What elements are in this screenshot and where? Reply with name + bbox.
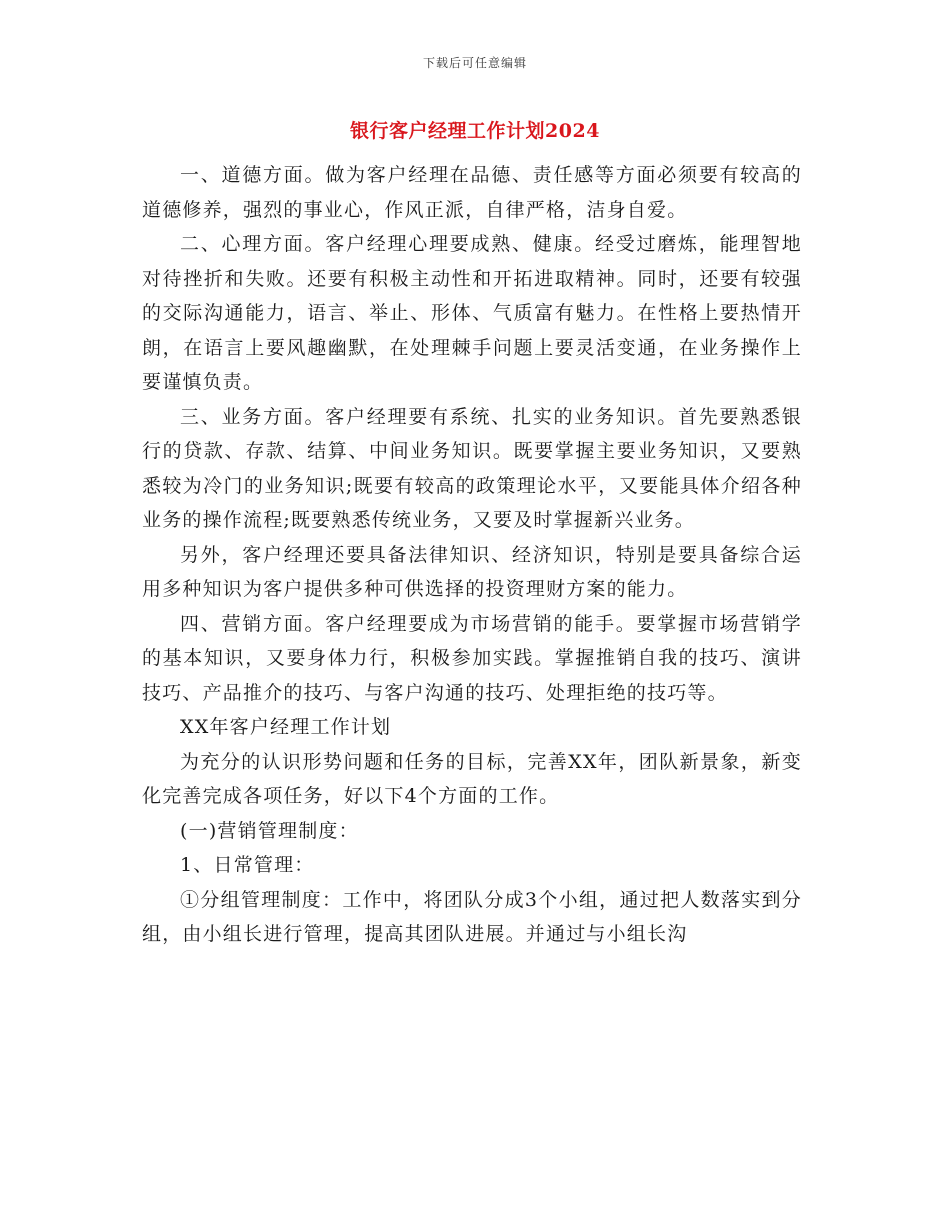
paragraph-morality: 一、道德方面。做为客户经理在品德、责任感等方面必须要有较高的道德修养，强烈的事业心，作风正派，自律严格，洁身自爱。 [142, 164, 802, 221]
subheading-daily-management: 1、日常管理： [180, 854, 315, 876]
subheading-marketing-management: (一)营销管理制度： [180, 819, 359, 842]
paragraph-psychology: 二、心理方面。客户经理心理要成熟、健康。经受过磨炼，能理智地对待挫折和失败。还要有积极主动性和开拓进取精神。同时，还要有较强的交际沟通能力，语言、举止、形体、气质富有魅力。在性格上要热情开朗，在语言上要风趣幽默，在处理棘手问题上要灵活变通，在业务操作上要谨慎负责。 [142, 233, 802, 393]
paragraph-group-management: ①分组管理制度：工作中，将团队分成3个小组，通过把人数落实到分组，由小组长进行管理，提高其团队进展。并通过与小组长沟 [142, 888, 802, 945]
document-body [142, 158, 802, 952]
paragraph-business: 三、业务方面。客户经理要有系统、扎实的业务知识。首先要熟悉银行的贷款、存款、结算、中间业务知识。既要掌握主要业务知识，又要熟悉较为冷门的业务知识;既要有较高的政策理论水平，又要能具体介绍各种业务的操作流程;既要熟悉传统业务，又要及时掌握新兴业务。 [142, 405, 802, 531]
paragraph-additional-knowledge: 另外，客户经理还要具备法律知识、经济知识，特别是要具备综合运用多种知识为客户提供多种可供选择的投资理财方案的能力。 [142, 543, 802, 600]
paragraph-marketing: 四、营销方面。客户经理要成为市场营销的能手。要掌握市场营销学的基本知识，又要身体力行，积极参加实践。掌握推销自我的技巧、演讲技巧、产品推介的技巧、与客户沟通的技巧、处理拒绝的技巧等。 [142, 612, 802, 704]
document-title: 银行客户经理工作计划2024 [350, 120, 600, 142]
section-heading-annual-plan: XX年客户经理工作计划 [180, 716, 392, 738]
page-header: 下载后可任意编辑 [422, 56, 527, 70]
paragraph-plan-intro: 为充分的认识形势问题和任务的目标，完善XX年，团队新景象，新变化完善完成各项任务，好以下4个方面的工作。 [142, 750, 802, 807]
